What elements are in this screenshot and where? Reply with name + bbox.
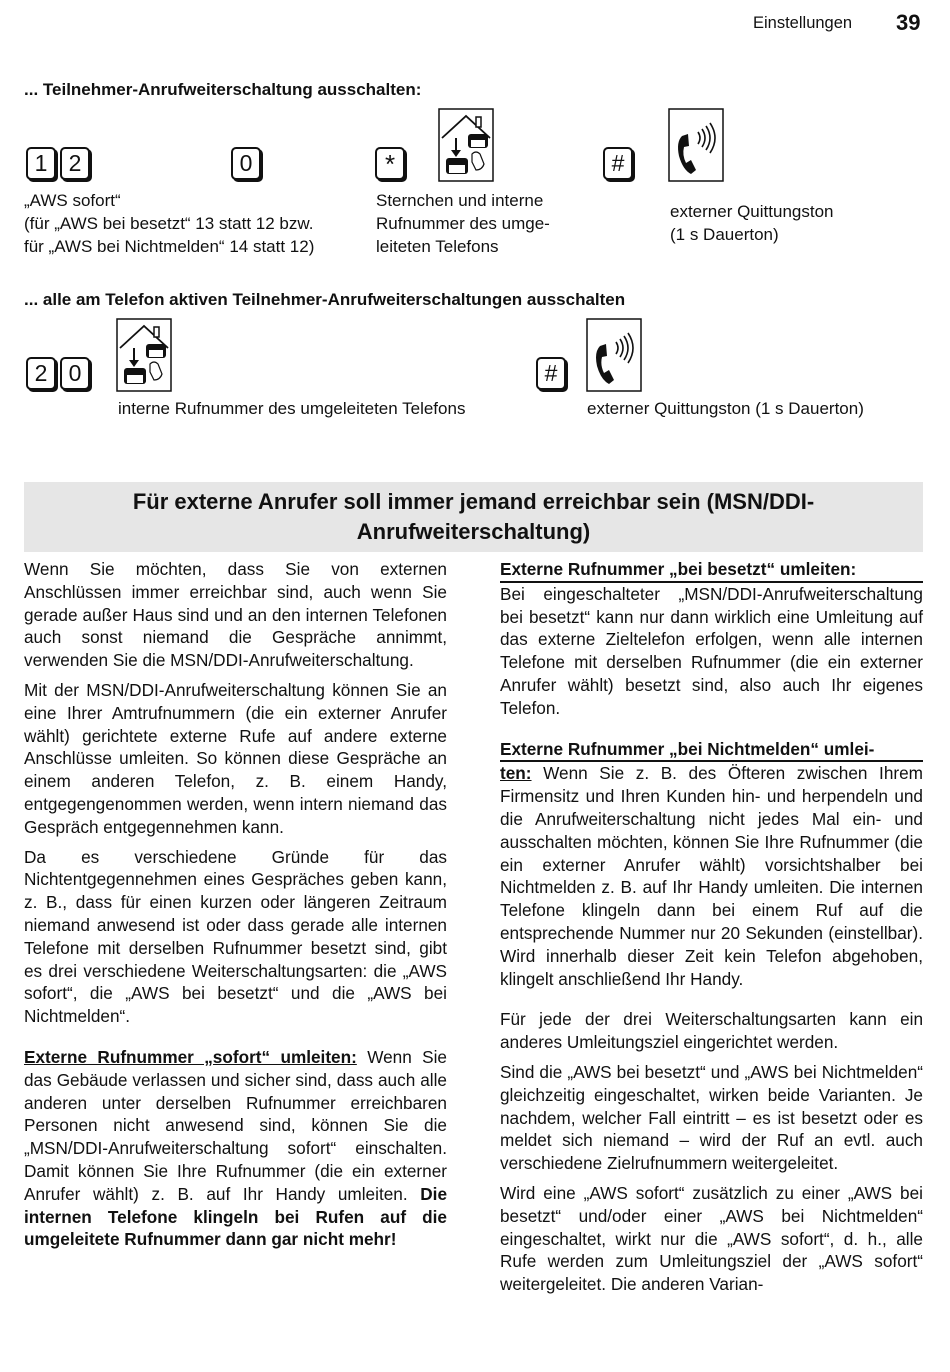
key-2: 2 — [26, 357, 56, 390]
paragraph-aws-sofort — [24, 1046, 447, 1251]
paragraph-lead: Externe Rufnummer „bei Nichtmelden“ umlei- — [500, 738, 923, 763]
caption-external-tone: externer Quittungston (1 s Dauerton) — [670, 202, 834, 244]
key-2: 2 — [60, 147, 90, 180]
paragraph-lead: ten: — [500, 763, 532, 784]
caption-aws-sofort: „AWS sofort“ (für „AWS bei besetzt“ 13 statt 12 bzw. für „AWS bei Nichtmelden“ 14 statt 12) — [24, 191, 315, 256]
paragraph-lead: Externe Rufnummer „sofort“ umleiten: — [24, 1046, 357, 1067]
left-column — [24, 558, 447, 1258]
section2-title: ... alle am Telefon aktiven Teilnehmer-Anrufweiterschaltungen ausschalten — [24, 290, 626, 309]
paragraph-lead: Externe Rufnummer „bei besetzt“ umleiten: — [500, 558, 923, 583]
section1-title: ... Teilnehmer-Anrufweiterschaltung ausschalten: — [24, 80, 422, 99]
paragraph-text: Bei eingeschalteter „MSN/DDI-Anrufweiterschaltung bei besetzt“ kann nur dann wirklich eine Umleitung auf das externe Zieltelefon erfolgen, wenn alle internen Telefone mit derselben Rufnummer (die ein externer Anrufer wählt) besetzt sind, also auch Ihr eigenes Telefon. — [500, 583, 923, 718]
paragraph: Wird eine „AWS sofort“ zusätzlich zu einer „AWS bei besetzt“ und/oder einer „AWS bei Nichtmelden“ eingeschaltet, wirkt nur die „AWS sofort“, d. h., alle Rufe werden zum Umleitungsziel der „AWS sofort“ weitergeleitet. Die anderen Varian- — [500, 1182, 923, 1295]
paragraph: Mit der MSN/DDI-Anrufweiterschaltung können Sie an eine Ihrer Amtrufnummern (die ein externer Anrufer wählt) gerichtete externe Rufe auf andere externe Anschlüsse umleiten. So können diese Gespräche an einem anderen Telefon, z. B. einem Handy, entgegengenommen werden, wenn intern niemand das Gespräch entgegennehmen kann. — [24, 679, 447, 837]
key-0: 0 — [60, 357, 90, 390]
paragraph: Wenn Sie möchten, dass Sie von externen Anschlüssen immer erreichbar sind, auch wenn Sie gerade außer Haus sind und an den internen Telefonen auch sonst niemand die Gespräche annimmt, verwenden Sie die MSN/DDI-Anrufweiterschaltung. — [24, 559, 447, 671]
section-banner — [24, 482, 923, 552]
banner-title: Für externe Anrufer soll immer jemand erreichbar sein (MSN/DDI-Anrufweiterschaltung) — [132, 489, 815, 544]
paragraph: Da es verschiedene Gründe für das Nichtentgegennehmen eines Gespräches geben kann, z. B., dass für einen kurzen oder längeren Zeitraum niemand anwesend ist oder dass gerade alle internen Telefone mit derselben Rufnummer besetzt sind, gibt es drei verschiedene Weiterschaltungsarten: die „AWS sofort“, die „AWS bei besetzt“ und die „AWS bei Nichtmelden“. — [24, 846, 447, 1027]
paragraph: Sind die „AWS bei besetzt“ und „AWS bei Nichtmelden“ gleichzeitig eingeschaltet, wirken beide Varianten. Je nachdem, welcher Fall eintritt – es ist besetzt oder es meldet sich niemand – wird der Ruf an evtl. auch verschiedene Zielrufnummern weitergeleitet. — [500, 1061, 923, 1174]
key-0: 0 — [231, 147, 261, 180]
paragraph-emphasis: Die internen Telefone klingeln bei Rufen auf die umgeleitete Rufnummer dann gar nicht mehr! — [24, 1183, 447, 1250]
key-hash: # — [603, 147, 633, 180]
key-star: * — [375, 147, 405, 180]
caption-internal-number: interne Rufnummer des umgeleiteten Telefons — [118, 399, 466, 418]
key-hash: # — [536, 357, 566, 390]
page-number: 39 — [896, 10, 921, 35]
external-phone-ringing-icon — [586, 318, 642, 397]
caption-star-internal: Sternchen und interne Rufnummer des umge- leiteten Telefons — [376, 191, 550, 256]
house-with-internal-phone-icon — [116, 318, 172, 397]
paragraph-aws-nichtmelden — [500, 738, 923, 991]
paragraph-aws-besetzt — [500, 558, 923, 720]
paragraph-text: Wenn Sie z. B. des Öfteren zwischen Ihrem Firmensitz und Ihren Kunden hin- und herpendeln und die Anrufweiterschaltung nicht jedes Mal ein- und ausschalten möchten, können Sie Ihre Rufnummer (die ein externer Anrufer wählt) vorsichtshalber bei Nichtmelden z. B. auf Ihr Handy umleiten. Die internen Telefone klingeln dann bei einem Ruf auf die entsprechende Nummer nur 20 Sekunden (einstellbar). Wird innerhalb dieser Zeit kein Telefon abgehoben, klingelt anschließend Ihr Handy. — [500, 763, 923, 989]
key-1: 1 — [26, 147, 56, 180]
right-column — [500, 558, 923, 1303]
paragraph-text: Wenn Sie das Gebäude verlassen und sicher sind, dass auch alle anderen unter derselben Rufnummer erreichbaren Personen nicht anwesend sind, können Sie die „MSN/DDI-Anrufweiterschaltung sofort“ einschalten. Damit können Sie Ihre Rufnummer (die ein externer Anrufer wählt) z. B. auf Ihr Handy umleiten. — [24, 1046, 447, 1204]
caption-external-tone: externer Quittungston (1 s Dauerton) — [587, 399, 864, 418]
paragraph: Für jede der drei Weiterschaltungsarten kann ein anderes Umleitungsziel eingerichtet werden. — [500, 1009, 923, 1053]
header-section-title: Einstellungen — [753, 14, 853, 32]
house-with-internal-phone-icon — [438, 108, 494, 187]
external-phone-ringing-icon — [668, 108, 724, 187]
